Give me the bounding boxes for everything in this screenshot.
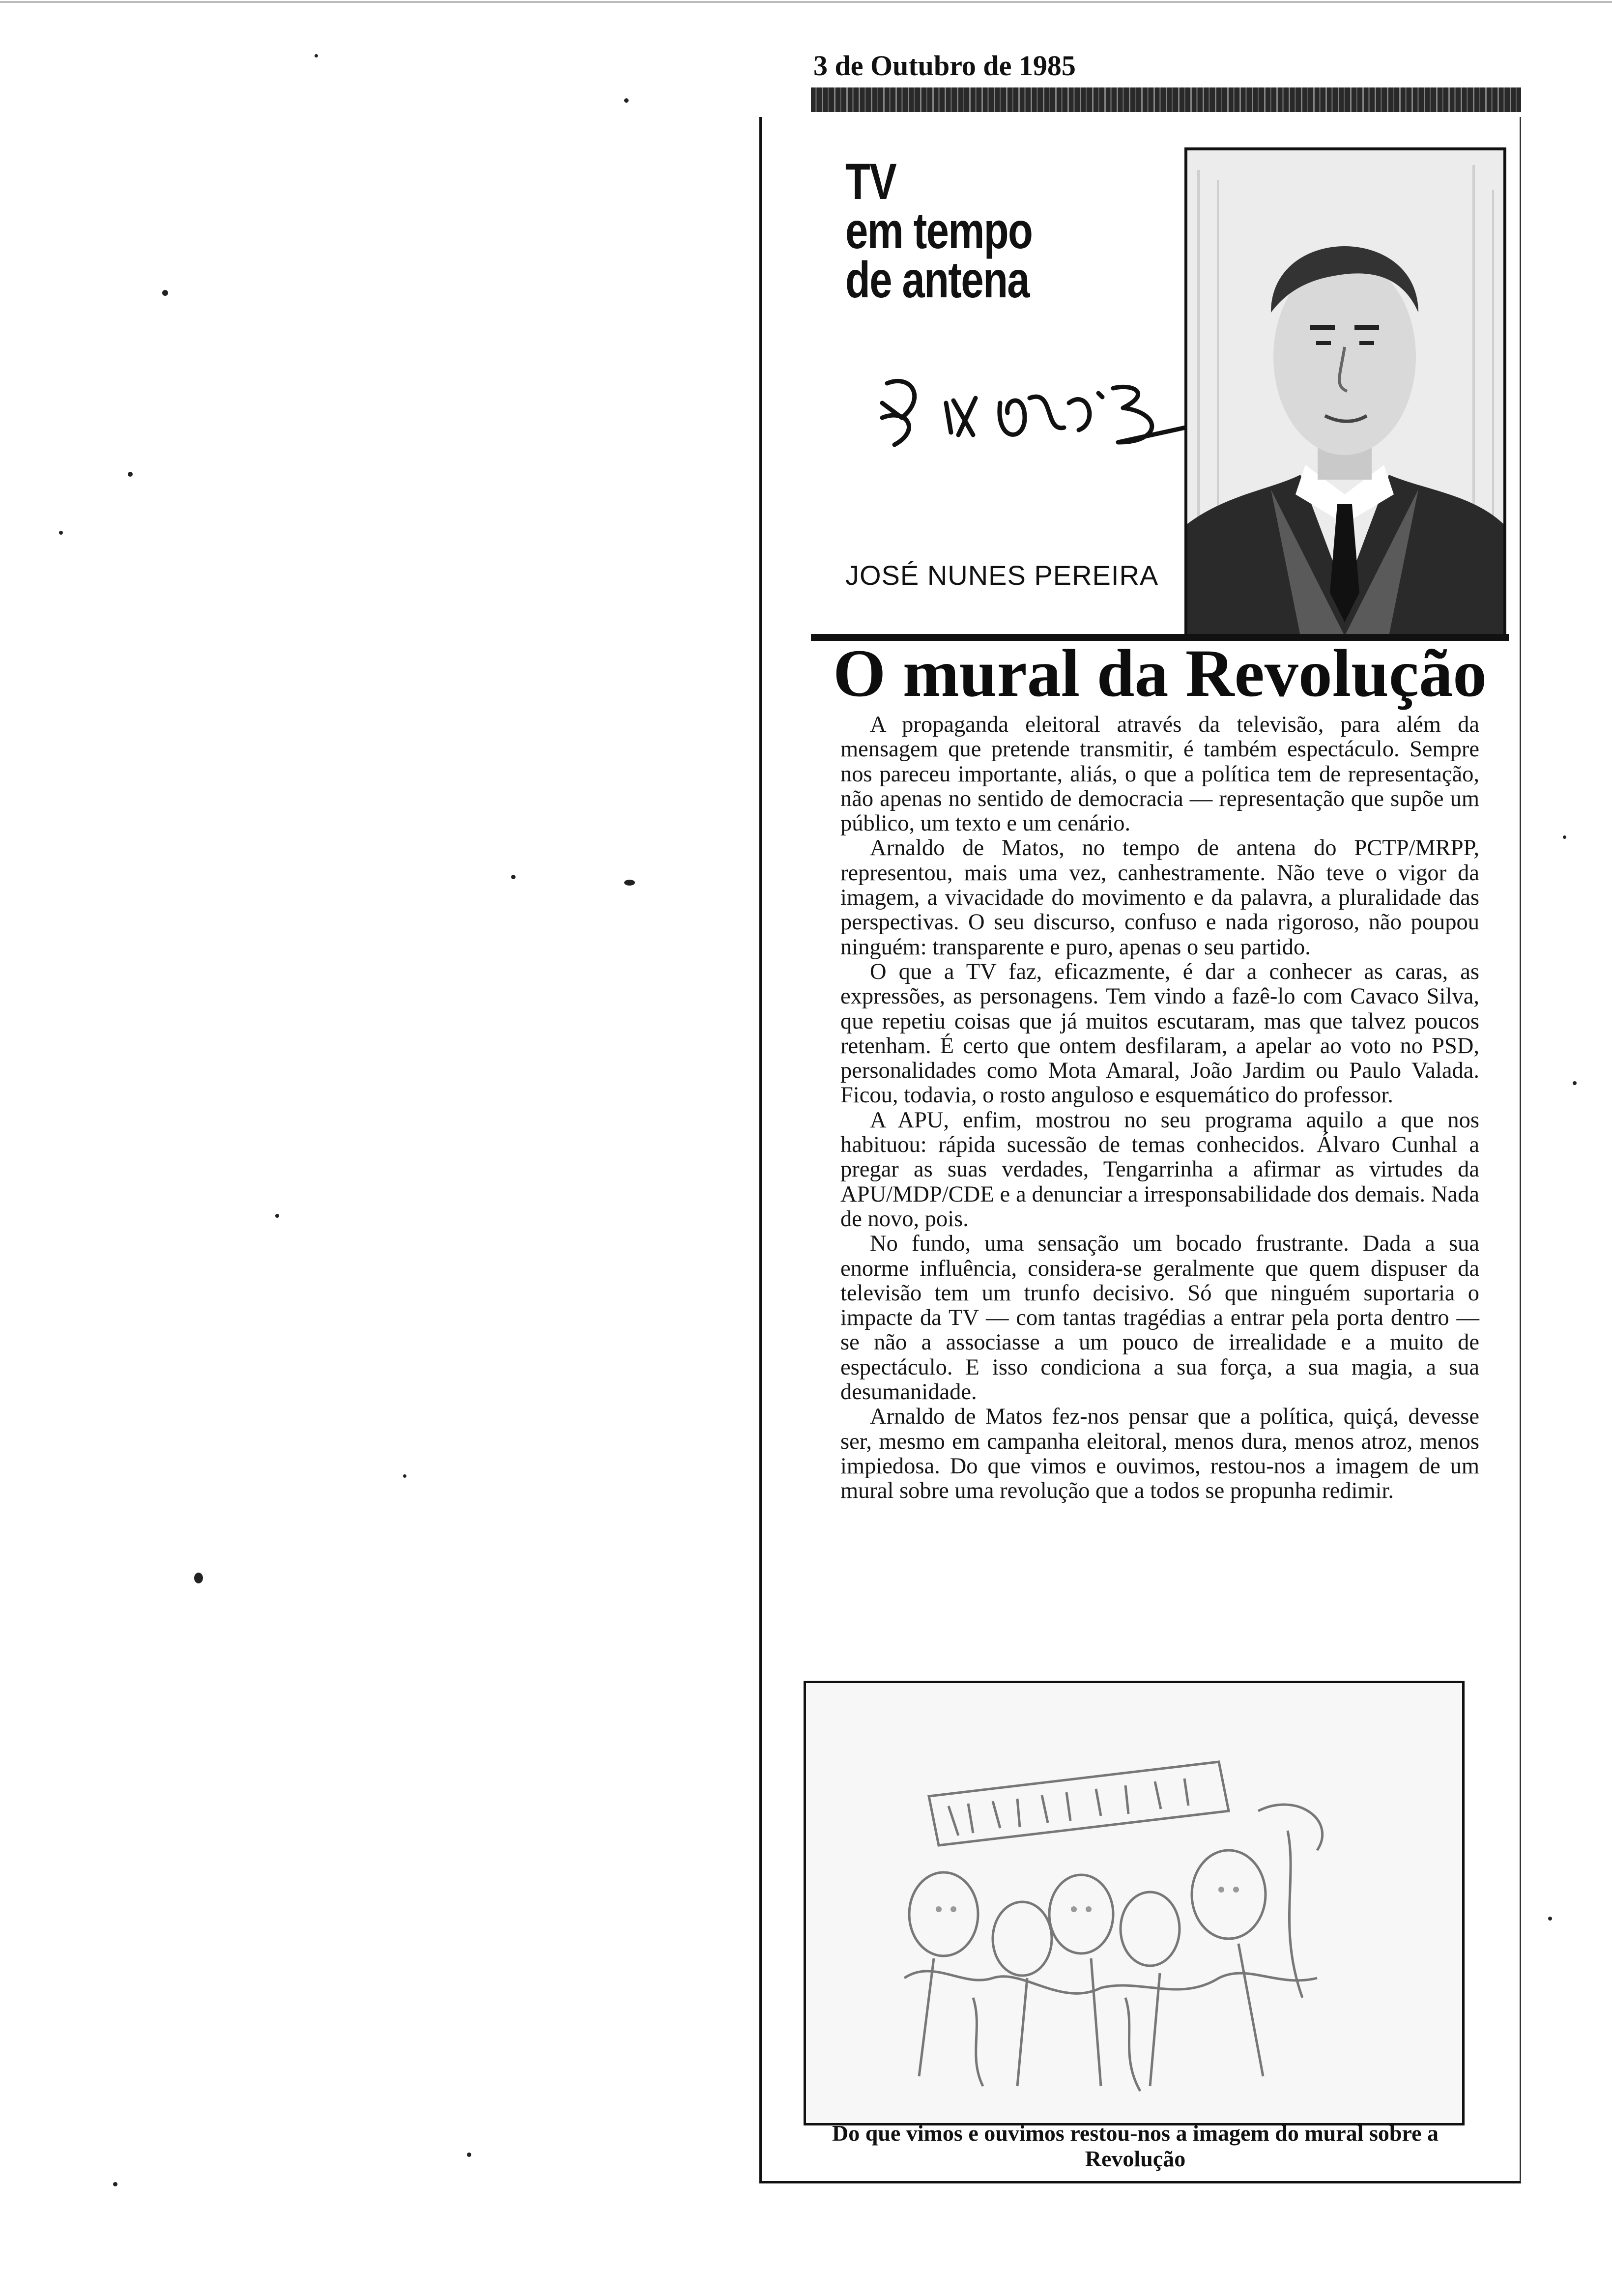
column-title-line: de antena (845, 252, 1029, 309)
author-portrait (1184, 147, 1506, 639)
dateline: 3 de Outubro de 1985 (813, 50, 1076, 82)
paragraph: No fundo, uma sensação um bocado frustrante. Dada a sua enorme influência, considera-se geralmente que quem dispuser da televisão tem um trunfo decisivo. Só que ninguém suportaria o impacte da TV — com tantas tragédias a entrar pela porta dentro — se não a associasse a um pouco de irrealidade e a muito de espectáculo. E isso condiciona a sua força, a sua magia, a sua desumanidade. (840, 1231, 1479, 1405)
paragraph: Arnaldo de Matos, no tempo de antena do PCTP/MRPP, representou, mais uma vez, canhestramente. Não teve o vigor da imagem, a vivacidade do movimento e da palavra, a pluralidade das perspectivas. O seu discurso, confuso e nada rigoroso, não poupou ninguém: transparente e puro, apenas o seu partido. (840, 835, 1479, 960)
article-headline: O mural da Revolução (833, 635, 1487, 711)
scan-top-edge (0, 1, 1612, 3)
paragraph: A APU, enfim, mostrou no seu programa aquilo a que nos habituou: rápida sucessão de temas conhecidos. Álvaro Cunhal a pregar as suas verdades, Tengarrinha a afirmar as virtudes da APU/MDP/CDE e a denunciar a irresponsabilidade dos demais. Nada de novo, pois. (840, 1107, 1479, 1232)
handwritten-signature (867, 344, 1211, 457)
column-title (845, 153, 1121, 309)
mural-photo (804, 1681, 1465, 2125)
photo-caption: Do que vimos e ouvimos restou-nos a imagem do mural sobre a Revolução (832, 2121, 1439, 2171)
masthead-rule (811, 87, 1521, 112)
column-title-line: TV (845, 153, 896, 210)
article-body (840, 713, 1479, 1504)
paragraph: Arnaldo de Matos fez-nos pensar que a política, quiçá, devesse ser, mesmo em campanha eleitoral, menos dura, menos atroz, menos impiedosa. Do que vimos e ouvimos, restou-nos a imagem de um mural sobre uma revolução que a todos se propunha redimir. (840, 1404, 1479, 1504)
paragraph: O que a TV faz, eficazmente, é dar a conhecer as caras, as expressões, as personagens. Tem vindo a fazê-lo com Cavaco Silva, que repetiu coisas que já muitos escutaram, mas que talvez poucos retenham. É certo que ontem desfilaram, a apelar ao voto no PSD, personalidades como Mota Amaral, João Jardim ou Paulo Valada. Ficou, todavia, o rosto anguloso e esquemático do professor. (840, 959, 1479, 1108)
author-byline: JOSÉ NUNES PEREIRA (845, 560, 1159, 591)
column-title-line: em tempo (845, 202, 1033, 259)
paragraph: A propaganda eleitoral através da televisão, para além da mensagem que pretende transmitir, é também espectáculo. Sempre nos pareceu importante, aliás, o que a política tem de representação, não apenas no sentido de democracia — representação que supõe um público, um texto e um cenário. (840, 712, 1479, 836)
